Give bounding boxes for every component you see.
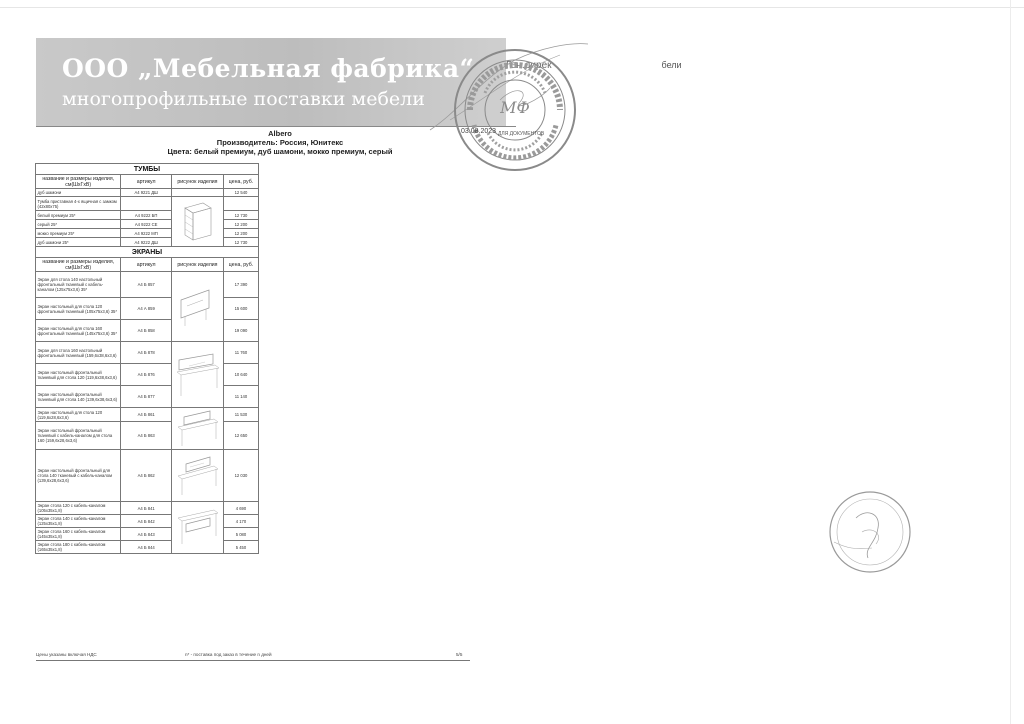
item-price: 12 540 xyxy=(223,189,258,197)
item-article: А4 Б 862 xyxy=(121,450,172,502)
item-price: 11 530 xyxy=(223,408,258,422)
table-row xyxy=(36,450,259,502)
item-name: белый премиум 25* xyxy=(36,211,121,220)
item-price: 4 170 xyxy=(223,515,258,528)
item-article: А4 9222 СЕ xyxy=(121,220,172,229)
item-name: Экран для стола 160 настольный фронтальный тканевый (159,6х38,6х3,6) xyxy=(36,342,121,364)
section-header-row xyxy=(36,247,259,258)
stamp-date: 03.08.2023 xyxy=(461,128,497,135)
table-row xyxy=(36,502,259,515)
item-article: А4 Б 863 xyxy=(121,422,172,450)
table-row xyxy=(36,211,259,220)
item-article: А4 А 859 xyxy=(121,298,172,320)
item-article: А4 Б 841 xyxy=(121,502,172,515)
vat-note: Цены указаны включая НДС xyxy=(36,652,97,657)
item-name: Экран стола 180 с кабель-каналом (165х35х1,8) xyxy=(36,541,121,554)
item-price: 12 730 xyxy=(223,211,258,220)
item-article: А4 9222 МП xyxy=(121,229,172,238)
director-label: Ген.дирек xyxy=(506,60,552,71)
page-edge-right xyxy=(1010,0,1011,724)
table-row xyxy=(36,220,259,229)
item-picture-empty xyxy=(171,189,223,197)
stamp-doc-label: ДЛЯ ДОКУМЕНТОВ xyxy=(498,131,545,137)
item-price: 4 690 xyxy=(223,502,258,515)
item-article: А4 Б 842 xyxy=(121,515,172,528)
company-name: ООО „Мебельная фабрика“ xyxy=(62,54,475,83)
col-header-price: цена, руб. xyxy=(223,175,258,189)
table-row xyxy=(36,342,259,364)
item-price: 12 030 xyxy=(223,450,258,502)
col-header-price: цена, руб. xyxy=(223,258,258,272)
item-article xyxy=(121,197,172,211)
table-row xyxy=(36,189,259,197)
item-article: А4 Б 878 xyxy=(121,342,172,364)
banner-tail: бели xyxy=(661,60,682,70)
item-name: Экран настольный фронтальный тканевый для стола 120 (119,6х38,6х3,6) xyxy=(36,364,121,386)
item-name: Экран настольный фронтальный тканевый с кабель-каналом для стола 160 (159,6х28,6х3,6) xyxy=(36,422,121,450)
item-article: А4 9221 ДШ xyxy=(121,189,172,197)
manufacturer-line: Производитель: Россия, Юнитекс xyxy=(216,138,344,147)
screen-desk-drawing xyxy=(173,350,221,400)
screen-drawing xyxy=(175,284,219,330)
table-row xyxy=(36,408,259,422)
table-row xyxy=(36,364,259,386)
order-note: n* - поставка под заказ в течение n дней xyxy=(185,652,272,657)
item-price: 12 200 xyxy=(223,229,258,238)
item-article: А4 Б 844 xyxy=(121,541,172,554)
item-name: дуб шамони 25* xyxy=(36,238,121,247)
column-header-row xyxy=(36,175,259,189)
company-subtitle: многопрофильные поставки мебели xyxy=(62,88,425,110)
price-table xyxy=(35,163,259,554)
pedestal-drawing xyxy=(179,200,215,244)
item-article: А4 9222 БП xyxy=(121,211,172,220)
screen-desk-drawing xyxy=(174,409,220,449)
item-article: А4 Б 857 xyxy=(121,272,172,298)
item-price: 19 090 xyxy=(223,320,258,342)
page-number: 5/5 xyxy=(456,652,463,657)
table-row xyxy=(36,422,259,450)
item-article: А4 Б 876 xyxy=(121,364,172,386)
table-row xyxy=(36,386,259,408)
item-article: А4 Б 843 xyxy=(121,528,172,541)
section-header-row xyxy=(36,164,259,175)
item-article: А4 Б 861 xyxy=(121,408,172,422)
item-picture xyxy=(171,272,223,342)
svg-text:МФ: МФ xyxy=(500,98,530,117)
table-row xyxy=(36,197,259,211)
screen-desk-drawing xyxy=(174,454,220,498)
table-row xyxy=(36,515,259,528)
item-price: 10 640 xyxy=(223,364,258,386)
item-price: 5 080 xyxy=(223,528,258,541)
item-picture xyxy=(171,342,223,408)
item-article: А4 Б 877 xyxy=(121,386,172,408)
page-edge-top xyxy=(0,7,1024,8)
col-header-article: артикул xyxy=(121,258,172,272)
table-row xyxy=(36,320,259,342)
item-picture xyxy=(171,197,223,247)
item-name: Тумба приставная 4-х ящичная с замком (42х80х75) xyxy=(36,197,121,211)
item-name: Экран для стола 140 настольный фронтальный тканевый с кабель-каналом (125х75х3,6) 35* xyxy=(36,272,121,298)
table-row xyxy=(36,238,259,247)
item-price: 11 760 xyxy=(223,342,258,364)
item-price: 11 140 xyxy=(223,386,258,408)
company-seal xyxy=(450,45,580,175)
section-title: ТУМБЫ xyxy=(36,164,259,175)
document-header xyxy=(120,129,440,156)
col-header-name: название и размеры изделия, см(ШхГхВ) xyxy=(36,175,121,189)
series-name: Albero xyxy=(268,129,292,138)
item-name: Экран стола 160 с кабель-каналом (145х35х1,8) xyxy=(36,528,121,541)
item-price: 12 650 xyxy=(223,422,258,450)
item-picture xyxy=(171,502,223,554)
item-name: мокко премиум 25* xyxy=(36,229,121,238)
table-row xyxy=(36,229,259,238)
footer-rule xyxy=(36,660,470,661)
col-header-article: артикул xyxy=(121,175,172,189)
item-name: Экран стола 120 с кабель-каналом (105х35х1,8) xyxy=(36,502,121,515)
table-row xyxy=(36,272,259,298)
item-name: Экран настольный для стола 160 фронтальный тканевый (145х75х3,6) 35* xyxy=(36,320,121,342)
col-header-name: название и размеры изделия, см(ШхГхВ) xyxy=(36,258,121,272)
section-title: ЭКРАНЫ xyxy=(36,247,259,258)
item-name: серый 25* xyxy=(36,220,121,229)
col-header-picture: рисунок изделия xyxy=(171,258,223,272)
item-price: 15 600 xyxy=(223,298,258,320)
item-name: Экран настольный фронтальный для стола 140 тканевый с кабель-каналом (139,6х28,6х3,6) xyxy=(36,450,121,502)
item-picture xyxy=(171,450,223,502)
item-picture xyxy=(171,408,223,450)
item-price xyxy=(223,197,258,211)
item-price: 17 390 xyxy=(223,272,258,298)
col-header-picture: рисунок изделия xyxy=(171,175,223,189)
secondary-seal xyxy=(826,488,914,576)
item-name: дуб шамони xyxy=(36,189,121,197)
item-name: Экран настольный для стола 120 фронтальный тканевый (105х75х3,6) 35* xyxy=(36,298,121,320)
column-header-row xyxy=(36,258,259,272)
table-row xyxy=(36,298,259,320)
item-article: А4 9222 ДШ xyxy=(121,238,172,247)
table-row xyxy=(36,541,259,554)
item-price: 12 730 xyxy=(223,238,258,247)
table-row xyxy=(36,528,259,541)
modesty-panel-drawing xyxy=(174,508,220,548)
item-name: Экран настольный фронтальный тканевый для стола 140 (139,6х38,6х3,6) xyxy=(36,386,121,408)
item-name: Экран настольный для стола 120 (119,6х28,6х3,6) xyxy=(36,408,121,422)
colors-line: Цвета: белый премиум, дуб шамони, мокко премиум, серый xyxy=(167,147,393,156)
item-article: А4 Б 858 xyxy=(121,320,172,342)
item-price: 12 200 xyxy=(223,220,258,229)
item-price: 5 450 xyxy=(223,541,258,554)
item-name: Экран стола 140 с кабель-каналом (125х35х1,8) xyxy=(36,515,121,528)
